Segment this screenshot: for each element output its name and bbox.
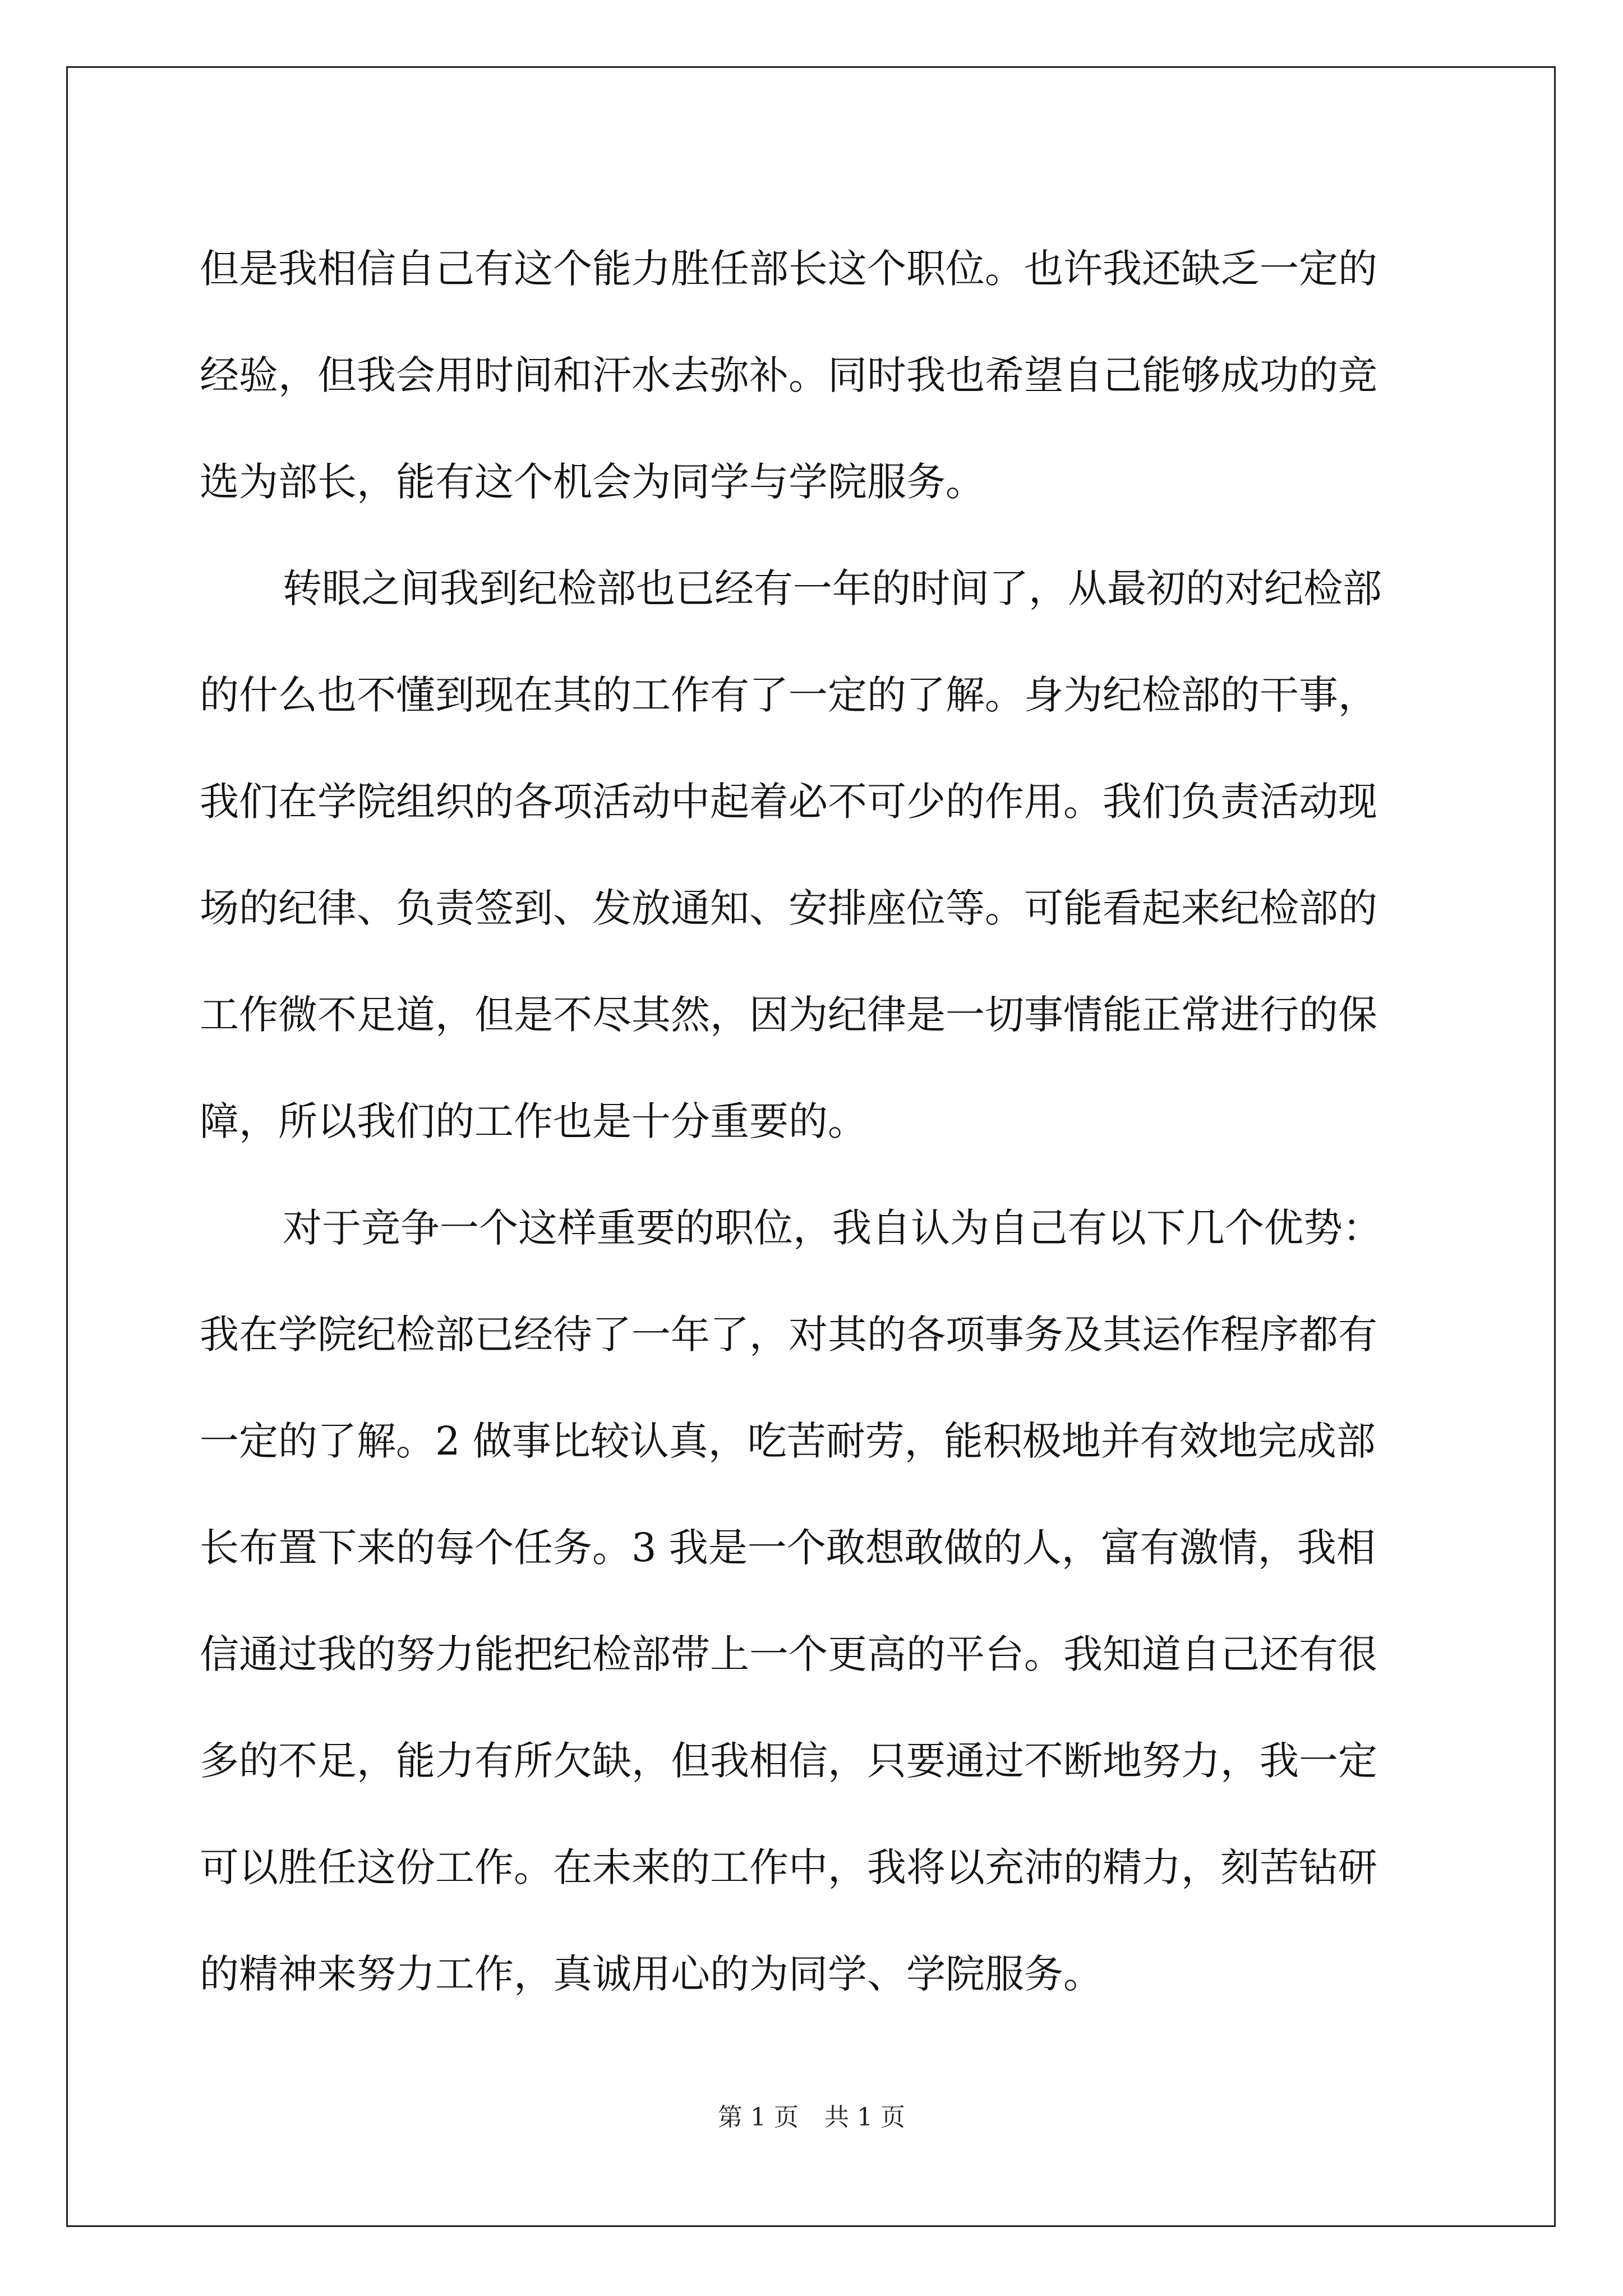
text-line: 的什么也不懂到现在其的工作有了一定的了解。身为纪检部的干事， <box>200 672 1377 718</box>
text-line: 长布置下来的每个任务。3 我是一个敢想敢做的人，富有激情，我相 <box>200 1525 1376 1571</box>
text-line: 我在学院纪检部已经待了一年了，对其的各项事务及其运作程序都有 <box>200 1312 1377 1358</box>
text-line-indented: 对于竞争一个这样重要的职位，我自认为自己有以下几个优势： <box>283 1205 1382 1251</box>
page-footer <box>0 2101 1623 2134</box>
text-line: 但是我相信自己有这个能力胜任部长这个职位。也许我还缺乏一定的 <box>200 246 1377 292</box>
text-line: 一定的了解。2 做事比较认真，吃苦耐劳，能积极地并有效地完成部 <box>200 1418 1376 1464</box>
text-line: 我们在学院组织的各项活动中起着必不可少的作用。我们负责活动现 <box>200 779 1377 825</box>
text-line: 选为部长，能有这个机会为同学与学院服务。 <box>200 459 985 505</box>
text-line: 经验，但我会用时间和汗水去弥补。同时我也希望自己能够成功的竞 <box>200 352 1377 398</box>
text-line: 场的纪律、负责签到、发放通知、安排座位等。可能看起来纪检部的 <box>200 885 1377 931</box>
text-line: 工作微不足道，但是不尽其然，因为纪律是一切事情能正常进行的保 <box>200 992 1377 1038</box>
document-body <box>200 215 1433 2027</box>
paragraph-3 <box>200 1175 1433 2027</box>
text-line: 可以胜任这份工作。在未来的工作中，我将以充沛的精力，刻苦钻研 <box>200 1844 1377 1890</box>
text-line: 的精神来努力工作，真诚用心的为同学、学院服务。 <box>200 1951 1103 1997</box>
text-line: 障，所以我们的工作也是十分重要的。 <box>200 1098 867 1144</box>
page-total: 共 1 页 <box>824 2103 905 2132</box>
page-number: 第 1 页 <box>718 2103 799 2132</box>
text-line-indented: 转眼之间我到纪检部也已经有一年的时间了，从最初的对纪检部 <box>283 565 1382 611</box>
paragraph-1 <box>200 215 1433 535</box>
text-line: 信通过我的努力能把纪检部带上一个更高的平台。我知道自己还有很 <box>200 1631 1377 1677</box>
text-line: 多的不足，能力有所欠缺，但我相信，只要通过不断地努力，我一定 <box>200 1738 1377 1784</box>
paragraph-2 <box>200 535 1433 1175</box>
